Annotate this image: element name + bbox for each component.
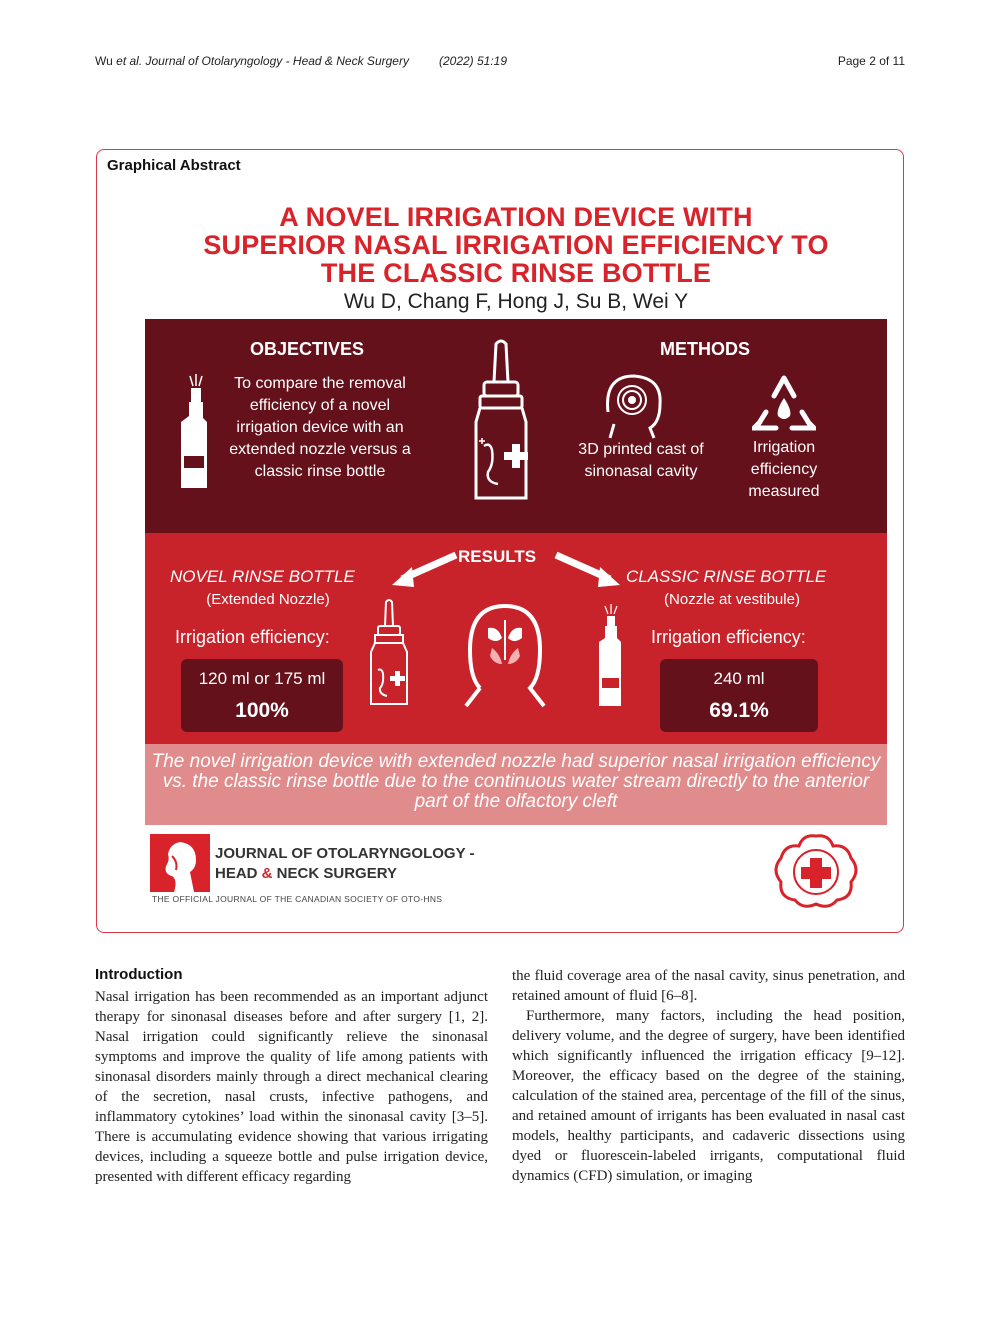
journal-tagline: THE OFFICIAL JOURNAL OF THE CANADIAN SOCIETY OF OTO-HNS (152, 894, 443, 904)
header-year-volume: (2022) 51:19 (438, 54, 508, 68)
classic-volume: 240 ml (713, 669, 765, 688)
novel-volume: 120 ml or 175 ml (198, 669, 326, 688)
left-column (95, 987, 488, 1187)
novel-result-box (181, 659, 343, 732)
graphical-abstract-label: Graphical Abstract (107, 157, 241, 174)
methods-heading: METHODS (660, 339, 750, 359)
journal-head: HEAD (215, 865, 262, 882)
graphical-abstract-authors: Wu D, Chang F, Hong J, Su B, Wei Y (343, 290, 689, 313)
page-number: Page 2 of 11 (837, 54, 905, 68)
intro-paragraph-1: Nasal irrigation has been recommended as an important adjunct therapy for sinonasal diseases before and after surgery [1, 2]. Nasal irrigation could significantly relieve the sinonasal symptoms and improve the quality of life among patients with sinonasal disorders mainly through a direct mechanical clearing of the secretion, nasal crusts, infective pathogens, and inflammatory cytokines’ load within the sinonasal cavity [3–5]. There is accumulating evidence showing that various irrigating devices, including a squeeze bottle and pulse irrigation device, presented with different efficacy regarding (95, 989, 488, 1185)
arrow-right-icon (552, 551, 622, 591)
novel-bottle-subtitle: (Extended Nozzle) (206, 591, 330, 608)
hospital-emblem-icon (771, 832, 861, 908)
novel-efficiency-label: Irrigation efficiency: (175, 627, 330, 647)
classic-bottle-subtitle: (Nozzle at vestibule) (664, 591, 800, 608)
classic-spray-bottle-icon (176, 372, 216, 492)
novel-bottle-title: NOVEL RINSE BOTTLE (170, 567, 355, 586)
classic-efficiency-label: Irrigation efficiency: (651, 627, 806, 647)
results-heading: RESULTS (458, 547, 537, 566)
header-journal: et al. Journal of Otolaryngology - Head & Neck Surgery (116, 54, 409, 68)
right-column (512, 966, 905, 1186)
journal-neck-surgery: NECK SURGERY (272, 865, 397, 882)
sinonasal-cast-head-icon (598, 372, 668, 440)
novel-irrigation-bottle-icon (470, 338, 532, 506)
arrow-left-icon (390, 551, 460, 591)
journal-logo-icon (150, 834, 210, 892)
journal-name-line-1: JOURNAL OF OTOLARYNGOLOGY - (215, 845, 475, 862)
method-1-text: 3D printed cast of sinonasal cavity (578, 441, 704, 480)
right-paragraph-2: Furthermore, many factors, including the head position, delivery volume, and the degree of surgery, have been identified which significantly influenced the irrigation efficacy [9–12]. Moreover, the efficacy based on the degree of the staining, calculation of the stained area, percentage of the fill of the sinus, and retained amount of irrigants has been evaluated in nasal cast models, healthy participants, and cadaveric dissections using dyed or fluorescein-labeled irrigants, computational fluid dynamics (CFD) simulation, or imaging (512, 1008, 905, 1184)
objectives-heading: OBJECTIVES (250, 339, 365, 359)
journal-ampersand: & (261, 865, 273, 882)
title-line-2: SUPERIOR NASAL IRRIGATION EFFICIENCY TO (203, 230, 829, 260)
classic-percent: 69.1% (709, 699, 769, 722)
title-line-1: A NOVEL IRRIGATION DEVICE WITH (279, 202, 753, 232)
header-authors: Wu (95, 54, 113, 68)
journal-name-line-2 (215, 865, 397, 882)
right-paragraph-1: the fluid coverage area of the nasal cavity, sinus penetration, and retained amount of fluid [6–8]. (512, 968, 905, 1004)
recycle-droplet-icon (752, 374, 816, 432)
section-heading-introduction: Introduction (95, 966, 183, 983)
classic-bottle-small-icon (595, 604, 627, 708)
human-head-sinus-icon (462, 598, 548, 708)
novel-bottle-small-icon (366, 598, 412, 710)
graphical-abstract-title (145, 203, 887, 287)
classic-result-box (660, 659, 818, 732)
objectives-text: To compare the removal efficiency of a novel irrigation device with an extended nozzle versus a classic rinse bottle (229, 375, 411, 480)
title-line-3: THE CLASSIC RINSE BOTTLE (320, 258, 712, 288)
classic-bottle-title: CLASSIC RINSE BOTTLE (626, 567, 827, 586)
novel-percent: 100% (235, 699, 289, 722)
method-2-text: Irrigation efficiency measured (748, 439, 820, 500)
conclusion-text: The novel irrigation device with extended nozzle had superior nasal irrigation efficiency vs. the classic rinse bottle due to the continuous water stream directly to the anterior part of the olfactory cleft (151, 751, 881, 812)
running-header-citation (95, 54, 507, 68)
